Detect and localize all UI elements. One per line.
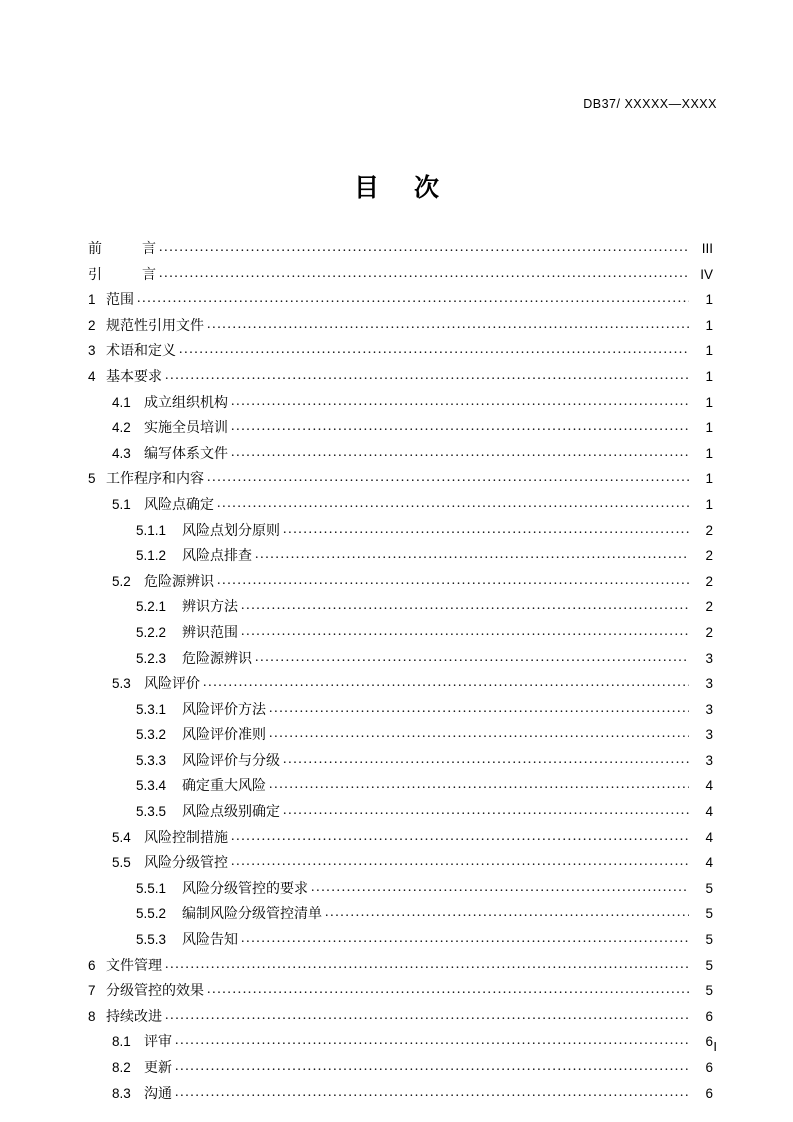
toc-entry[interactable] xyxy=(88,569,713,595)
toc-entry-label: 危险源辨识 xyxy=(182,649,252,666)
toc-entry[interactable] xyxy=(88,620,713,646)
toc-leader-dots xyxy=(269,706,689,722)
toc-entry[interactable] xyxy=(88,876,713,902)
toc-entry[interactable] xyxy=(88,773,713,799)
toc-entry-number: 8.1 xyxy=(112,1034,131,1050)
toc-entry[interactable] xyxy=(88,825,713,851)
toc-entry-number: 5.2.3 xyxy=(136,650,167,666)
toc-leader-dots xyxy=(175,1065,689,1081)
toc-entry-page: 3 xyxy=(705,650,713,666)
toc-entry[interactable] xyxy=(88,901,713,927)
toc-leader-dots xyxy=(241,604,689,620)
toc-entry-label: 风险点确定 xyxy=(144,495,214,512)
toc-entry-number: 5.2 xyxy=(112,573,131,589)
toc-entry[interactable] xyxy=(88,262,713,288)
toc-leader-dots xyxy=(179,348,689,364)
toc-entry-page: 2 xyxy=(705,599,713,615)
toc-entry-number: 5 xyxy=(88,471,96,487)
toc-entry-page: 1 xyxy=(705,445,713,461)
toc-leader-dots xyxy=(217,578,689,594)
toc-entry-label: 分级管控的效果 xyxy=(106,982,204,999)
toc-entry-page: 6 xyxy=(705,1060,713,1075)
toc-entry-label: 术语和定义 xyxy=(106,342,176,359)
toc-entry-page: 4 xyxy=(705,804,713,820)
toc-entry-number: 8.3 xyxy=(112,1085,131,1101)
toc-entry-label: 风险点级别确定 xyxy=(182,803,280,820)
toc-entry[interactable] xyxy=(88,1055,713,1081)
toc-entry-page: 1 xyxy=(705,471,713,487)
toc-entry[interactable] xyxy=(88,671,713,697)
toc-entry-label: 编制风险分级管控清单 xyxy=(182,905,322,922)
toc-entry-page: 6 xyxy=(705,1085,713,1101)
toc-entry-label: 基本要求 xyxy=(106,367,162,384)
toc-entry-label: 风险点排查 xyxy=(182,547,252,564)
toc-entry-number: 5.2.1 xyxy=(136,599,167,615)
toc-entry-label: 工作程序和内容 xyxy=(106,470,204,487)
toc-entry-page: 5 xyxy=(705,983,713,999)
toc-leader-dots xyxy=(283,757,689,773)
toc-leader-dots xyxy=(159,271,689,287)
toc-entry-page: 3 xyxy=(705,676,713,692)
toc-entry[interactable] xyxy=(88,697,713,723)
toc-entry-page: 5 xyxy=(705,932,713,948)
toc-entry-label: 成立组织机构 xyxy=(144,393,228,410)
toc-entry-label: 风险点划分原则 xyxy=(182,521,280,538)
toc-entry-label: 持续改进 xyxy=(106,1007,162,1024)
toc-entry-number: 5.3.5 xyxy=(136,804,167,820)
toc-entry-label: 范围 xyxy=(106,291,134,308)
toc-entry-page: 1 xyxy=(705,343,713,359)
toc-entry[interactable] xyxy=(88,799,713,825)
toc-entry[interactable] xyxy=(88,518,713,544)
toc-entry-number: 5.5 xyxy=(112,855,131,871)
toc-leader-dots xyxy=(165,962,689,978)
toc-leader-dots xyxy=(165,1013,689,1029)
toc-entry-number: 5.3.2 xyxy=(136,727,167,743)
toc-entry-page: 3 xyxy=(705,701,713,717)
toc-entry-label: 风险评价与分级 xyxy=(182,751,280,768)
toc-entry-label: 引 xyxy=(88,265,102,282)
toc-entry-number: 5.1.2 xyxy=(136,548,167,564)
toc-entry-label: 更新 xyxy=(144,1059,172,1075)
toc-entry[interactable] xyxy=(88,594,713,620)
toc-entry[interactable] xyxy=(88,748,713,774)
toc-entry[interactable] xyxy=(88,364,713,390)
toc-entry[interactable] xyxy=(88,415,713,441)
toc-entry-number: 6 xyxy=(88,957,96,973)
toc-leader-dots xyxy=(269,732,689,748)
toc-leader-dots xyxy=(325,911,689,927)
toc-entry-number: 3 xyxy=(88,343,96,359)
toc-entry-page: 4 xyxy=(705,778,713,794)
toc-entry-page: 1 xyxy=(705,394,713,410)
page-title: 目 次 xyxy=(354,174,453,202)
toc-entry-label: 文件管理 xyxy=(106,956,162,973)
toc-entry-page: 3 xyxy=(705,752,713,768)
toc-entry-page: 2 xyxy=(705,573,713,589)
toc-entry-number: 5.5.1 xyxy=(136,880,167,896)
toc-leader-dots xyxy=(175,1039,689,1055)
toc-leader-dots xyxy=(283,527,689,543)
toc-entry[interactable] xyxy=(88,236,713,262)
toc-entry-number: 8.2 xyxy=(112,1060,131,1075)
toc-entry[interactable] xyxy=(88,543,713,569)
toc-entry-label: 实施全员培训 xyxy=(144,419,228,436)
toc-entry-label: 前 xyxy=(88,240,102,256)
toc-entry-number: 5.5.3 xyxy=(136,932,167,948)
toc-entry-label: 辨识范围 xyxy=(182,623,238,640)
toc-entry-label: 风险评价准则 xyxy=(182,726,266,743)
table-of-contents xyxy=(88,236,713,1106)
toc-entry-label: 风险告知 xyxy=(182,931,238,948)
toc-entry-number: 5.1 xyxy=(112,496,131,512)
toc-entry-number: 5.3.4 xyxy=(136,778,167,794)
toc-leader-dots xyxy=(241,630,689,646)
toc-entry[interactable] xyxy=(88,492,713,518)
toc-entry[interactable] xyxy=(88,953,713,979)
toc-entry-number: 5.3 xyxy=(112,676,131,692)
toc-entry-number: 7 xyxy=(88,983,96,999)
toc-entry-page: 4 xyxy=(705,829,713,845)
toc-leader-dots xyxy=(231,834,689,850)
toc-leader-dots xyxy=(231,399,689,415)
toc-entry-page: 2 xyxy=(705,522,713,538)
toc-leader-dots xyxy=(231,425,689,441)
toc-entry-page: 2 xyxy=(705,624,713,640)
toc-entry-page: 3 xyxy=(705,727,713,743)
toc-entry[interactable] xyxy=(88,338,713,364)
toc-entry-page: 6 xyxy=(705,1008,713,1024)
toc-entry-page: 4 xyxy=(705,855,713,871)
toc-entry[interactable] xyxy=(88,927,713,953)
toc-entry-page: 1 xyxy=(705,317,713,333)
toc-entry-number: 5.1.1 xyxy=(136,522,167,538)
toc-leader-dots xyxy=(241,937,689,953)
toc-leader-dots xyxy=(231,860,689,876)
toc-entry-label: 风险评价 xyxy=(144,675,200,692)
standard-code-header: DB37/ XXXXX—XXXX xyxy=(583,97,717,111)
toc-leader-dots xyxy=(255,553,689,569)
toc-entry[interactable] xyxy=(88,466,713,492)
toc-entry-label-second: 言 xyxy=(142,265,156,282)
toc-entry-number: 5.4 xyxy=(112,829,131,845)
toc-leader-dots xyxy=(269,783,689,799)
toc-entry-page: IV xyxy=(700,266,713,282)
toc-entry-number: 4.2 xyxy=(112,420,131,436)
toc-entry-label: 沟通 xyxy=(144,1084,172,1101)
toc-entry-label: 风险分级管控的要求 xyxy=(182,879,308,896)
toc-entry-page: 5 xyxy=(705,957,713,973)
toc-leader-dots xyxy=(231,450,689,466)
toc-entry-number: 5.3.3 xyxy=(136,752,167,768)
toc-entry[interactable] xyxy=(88,1029,713,1055)
toc-entry[interactable] xyxy=(88,1081,713,1107)
toc-entry[interactable] xyxy=(88,287,713,313)
toc-leader-dots xyxy=(165,374,689,390)
footer-page-number: I xyxy=(713,1039,717,1054)
toc-entry-label: 规范性引用文件 xyxy=(106,316,204,333)
toc-entry[interactable] xyxy=(88,390,713,416)
toc-leader-dots xyxy=(255,655,689,671)
toc-entry-page: 1 xyxy=(705,368,713,384)
toc-entry-page: 6 xyxy=(705,1034,713,1050)
toc-entry-number: 2 xyxy=(88,317,96,333)
toc-leader-dots xyxy=(137,297,689,313)
toc-entry-page: 1 xyxy=(705,292,713,308)
toc-entry-page: 1 xyxy=(705,420,713,436)
toc-entry[interactable] xyxy=(88,441,713,467)
toc-leader-dots xyxy=(311,885,689,901)
toc-entry-label: 风险控制措施 xyxy=(144,828,228,845)
toc-leader-dots xyxy=(207,322,689,338)
toc-entry-label: 辨识方法 xyxy=(182,598,238,615)
toc-leader-dots xyxy=(283,809,689,825)
toc-entry[interactable] xyxy=(88,850,713,876)
toc-entry-number: 8 xyxy=(88,1008,96,1024)
toc-entry-page: 2 xyxy=(705,548,713,564)
toc-entry[interactable] xyxy=(88,1004,713,1030)
toc-entry-page: III xyxy=(701,241,713,256)
toc-entry-number: 4.3 xyxy=(112,445,131,461)
toc-entry-label: 评审 xyxy=(144,1033,172,1050)
toc-entry[interactable] xyxy=(88,978,713,1004)
toc-entry-page: 5 xyxy=(705,880,713,896)
toc-entry[interactable] xyxy=(88,722,713,748)
toc-entry-label: 确定重大风险 xyxy=(182,777,266,794)
toc-entry[interactable] xyxy=(88,313,713,339)
toc-entry[interactable] xyxy=(88,646,713,672)
toc-leader-dots xyxy=(217,502,689,518)
toc-entry-number: 5.5.2 xyxy=(136,906,167,922)
toc-entry-label: 风险评价方法 xyxy=(182,700,266,717)
toc-entry-label: 编写体系文件 xyxy=(144,444,228,461)
toc-entry-page: 5 xyxy=(705,906,713,922)
toc-entry-number: 4.1 xyxy=(112,394,131,410)
toc-entry-number: 5.2.2 xyxy=(136,624,167,640)
toc-entry-number: 4 xyxy=(88,368,96,384)
toc-entry-label-second: 言 xyxy=(142,240,156,256)
toc-entry-label: 风险分级管控 xyxy=(144,854,228,871)
toc-entry-number: 5.3.1 xyxy=(136,701,167,717)
toc-leader-dots xyxy=(159,246,689,262)
toc-leader-dots xyxy=(175,1090,689,1106)
toc-entry-number: 1 xyxy=(88,292,96,308)
toc-leader-dots xyxy=(203,681,689,697)
toc-leader-dots xyxy=(207,988,689,1004)
toc-entry-page: 1 xyxy=(705,496,713,512)
toc-leader-dots xyxy=(207,476,689,492)
toc-entry-label: 危险源辨识 xyxy=(144,572,214,589)
